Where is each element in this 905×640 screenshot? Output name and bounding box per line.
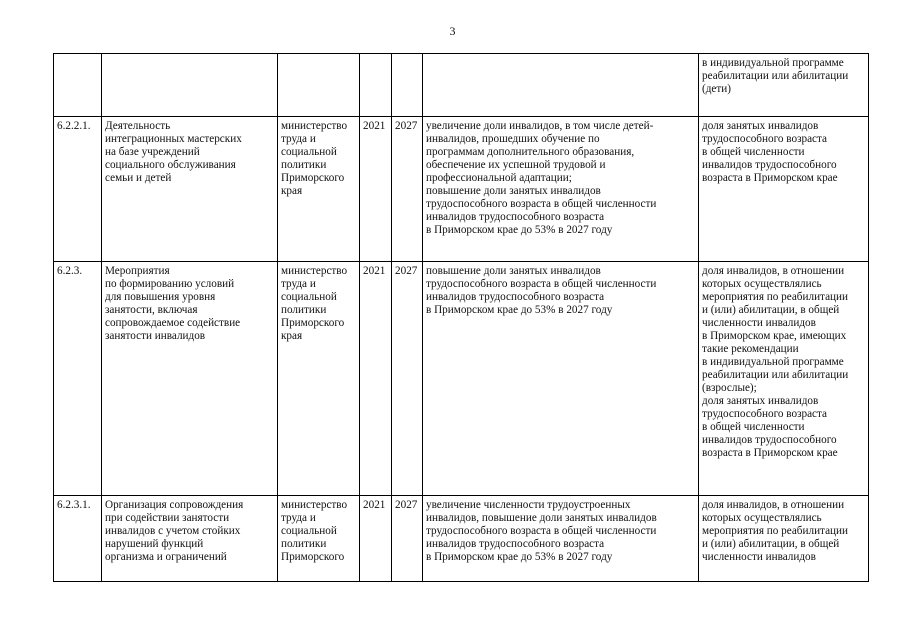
result-cell — [423, 54, 699, 117]
executor-cell — [278, 496, 360, 582]
indicator-line: численности инвалидов — [702, 317, 816, 329]
result-line: инвалидов трудоспособного возраста — [426, 538, 605, 550]
page-number: 3 — [449, 24, 456, 38]
indicator-line: которых осуществлялись — [702, 512, 822, 524]
table-row — [54, 117, 869, 262]
indicator-line: мероприятия по реабилитации — [702, 291, 849, 303]
activity-line: сопровождаемое содействие — [105, 317, 241, 329]
indicator-line: доля занятых инвалидов — [702, 120, 819, 132]
executor-line: края — [281, 330, 303, 342]
start-year-cell: 2021 — [360, 117, 392, 262]
indicator-line: и (или) абилитации, в общей — [702, 304, 840, 316]
result-line: в Приморском крае до 53% в 2027 году — [426, 551, 613, 563]
indicator-line: (взрослые); — [702, 382, 757, 394]
result-line: трудоспособного возраста в общей численности — [426, 525, 657, 537]
activity-line: нарушений функций — [105, 538, 204, 550]
activity-cell — [102, 54, 278, 117]
end-year-cell: 2027 — [392, 262, 423, 496]
result-line: программам дополнительного образования, — [426, 146, 635, 158]
executor-line: политики — [281, 538, 327, 550]
executor-line: Приморского — [281, 172, 345, 184]
indicator-line: доля занятых инвалидов — [702, 395, 819, 407]
executor-line: Приморского — [281, 551, 345, 563]
item-number-cell: 6.2.3. — [54, 262, 102, 496]
result-line: инвалидов трудоспособного возраста — [426, 291, 605, 303]
executor-line: Приморского — [281, 317, 345, 329]
result-line: в Приморском крае до 53% в 2027 году — [426, 224, 613, 236]
indicator-line: реабилитации или абилитации — [702, 369, 849, 381]
result-line: трудоспособного возраста в общей численности — [426, 198, 657, 210]
result-line: профессиональной адаптации; — [426, 172, 572, 184]
activity-cell — [102, 496, 278, 582]
indicator-line: в индивидуальной программе — [702, 57, 844, 69]
measures-table — [53, 53, 869, 582]
result-line: увеличение доли инвалидов, в том числе детей- — [426, 120, 654, 132]
indicator-line: возраста в Приморском крае — [702, 447, 838, 459]
executor-line: политики — [281, 304, 327, 316]
activity-line: при содействии занятости — [105, 512, 230, 524]
result-cell — [423, 262, 699, 496]
indicator-line: трудоспособного возраста — [702, 408, 828, 420]
result-line: инвалидов, повышение доли занятых инвалидов — [426, 512, 657, 524]
start-year-cell: 2021 — [360, 262, 392, 496]
activity-line: интеграционных мастерских — [105, 133, 242, 145]
indicator-line: в индивидуальной программе — [702, 356, 844, 368]
activity-line: по формированию условий — [105, 278, 235, 290]
executor-line: труда и — [281, 133, 316, 145]
indicator-line: мероприятия по реабилитации — [702, 525, 849, 537]
result-line: увеличение численности трудоустроенных — [426, 499, 631, 511]
indicator-line: трудоспособного возраста — [702, 133, 828, 145]
executor-line: труда и — [281, 512, 316, 524]
end-year-cell: 2027 — [392, 117, 423, 262]
activity-cell — [102, 262, 278, 496]
item-number-cell: 6.2.2.1. — [54, 117, 102, 262]
executor-line: края — [281, 185, 303, 197]
executor-line: труда и — [281, 278, 316, 290]
executor-line: социальной — [281, 146, 337, 158]
indicator-line: доля инвалидов, в отношении — [702, 265, 845, 277]
indicator-cell — [699, 117, 869, 262]
indicator-cell — [699, 54, 869, 117]
start-year-cell: 2021 — [360, 496, 392, 582]
activity-line: на базе учреждений — [105, 146, 200, 158]
executor-line: министерство — [281, 265, 348, 277]
indicator-line: в Приморском крае, имеющих — [702, 330, 847, 342]
table-body — [54, 54, 869, 582]
indicator-line: инвалидов трудоспособного — [702, 159, 837, 171]
result-line: обеспечение их успешной трудовой и — [426, 159, 606, 171]
executor-line: социальной — [281, 291, 337, 303]
result-line: повышение доли занятых инвалидов — [426, 265, 601, 277]
activity-line: семьи и детей — [105, 172, 172, 184]
result-line: инвалидов трудоспособного возраста — [426, 211, 605, 223]
activity-line: занятости инвалидов — [105, 330, 206, 342]
start-year-cell — [360, 54, 392, 117]
indicator-line: которых осуществлялись — [702, 278, 822, 290]
indicator-line: такие рекомендации — [702, 343, 799, 355]
activity-cell — [102, 117, 278, 262]
indicator-line: возраста в Приморском крае — [702, 172, 838, 184]
indicator-line: доля инвалидов, в отношении — [702, 499, 845, 511]
executor-line: политики — [281, 159, 327, 171]
end-year-cell: 2027 — [392, 496, 423, 582]
result-line: в Приморском крае до 53% в 2027 году — [426, 304, 613, 316]
indicator-cell — [699, 496, 869, 582]
activity-line: организма и ограничений — [105, 551, 227, 563]
result-line: повышение доли занятых инвалидов — [426, 185, 601, 197]
executor-cell — [278, 54, 360, 117]
indicator-line: численности инвалидов — [702, 551, 816, 563]
item-number-cell: 6.2.3.1. — [54, 496, 102, 582]
table-row — [54, 496, 869, 582]
activity-line: занятости, включая — [105, 304, 198, 316]
executor-line: социальной — [281, 525, 337, 537]
activity-line: инвалидов с учетом стойких — [105, 525, 241, 537]
result-cell — [423, 117, 699, 262]
activity-line: Деятельность — [105, 120, 171, 132]
result-line: трудоспособного возраста в общей численности — [426, 278, 657, 290]
executor-cell — [278, 262, 360, 496]
activity-line: Мероприятия — [105, 265, 170, 277]
table-row — [54, 54, 869, 117]
activity-line: Организация сопровождения — [105, 499, 244, 511]
indicator-cell — [699, 262, 869, 496]
table-row — [54, 262, 869, 496]
item-number-cell — [54, 54, 102, 117]
executor-cell — [278, 117, 360, 262]
end-year-cell — [392, 54, 423, 117]
executor-line: министерство — [281, 499, 348, 511]
indicator-line: в общей численности — [702, 421, 805, 433]
indicator-line: и (или) абилитации, в общей — [702, 538, 840, 550]
indicator-line: реабилитации или абилитации — [702, 70, 849, 82]
result-line: инвалидов, прошедших обучение по — [426, 133, 600, 145]
indicator-line: в общей численности — [702, 146, 805, 158]
executor-line: министерство — [281, 120, 348, 132]
indicator-line: (дети) — [702, 83, 731, 95]
indicator-line: инвалидов трудоспособного — [702, 434, 837, 446]
activity-line: социального обслуживания — [105, 159, 236, 171]
activity-line: для повышения уровня — [105, 291, 216, 303]
result-cell — [423, 496, 699, 582]
